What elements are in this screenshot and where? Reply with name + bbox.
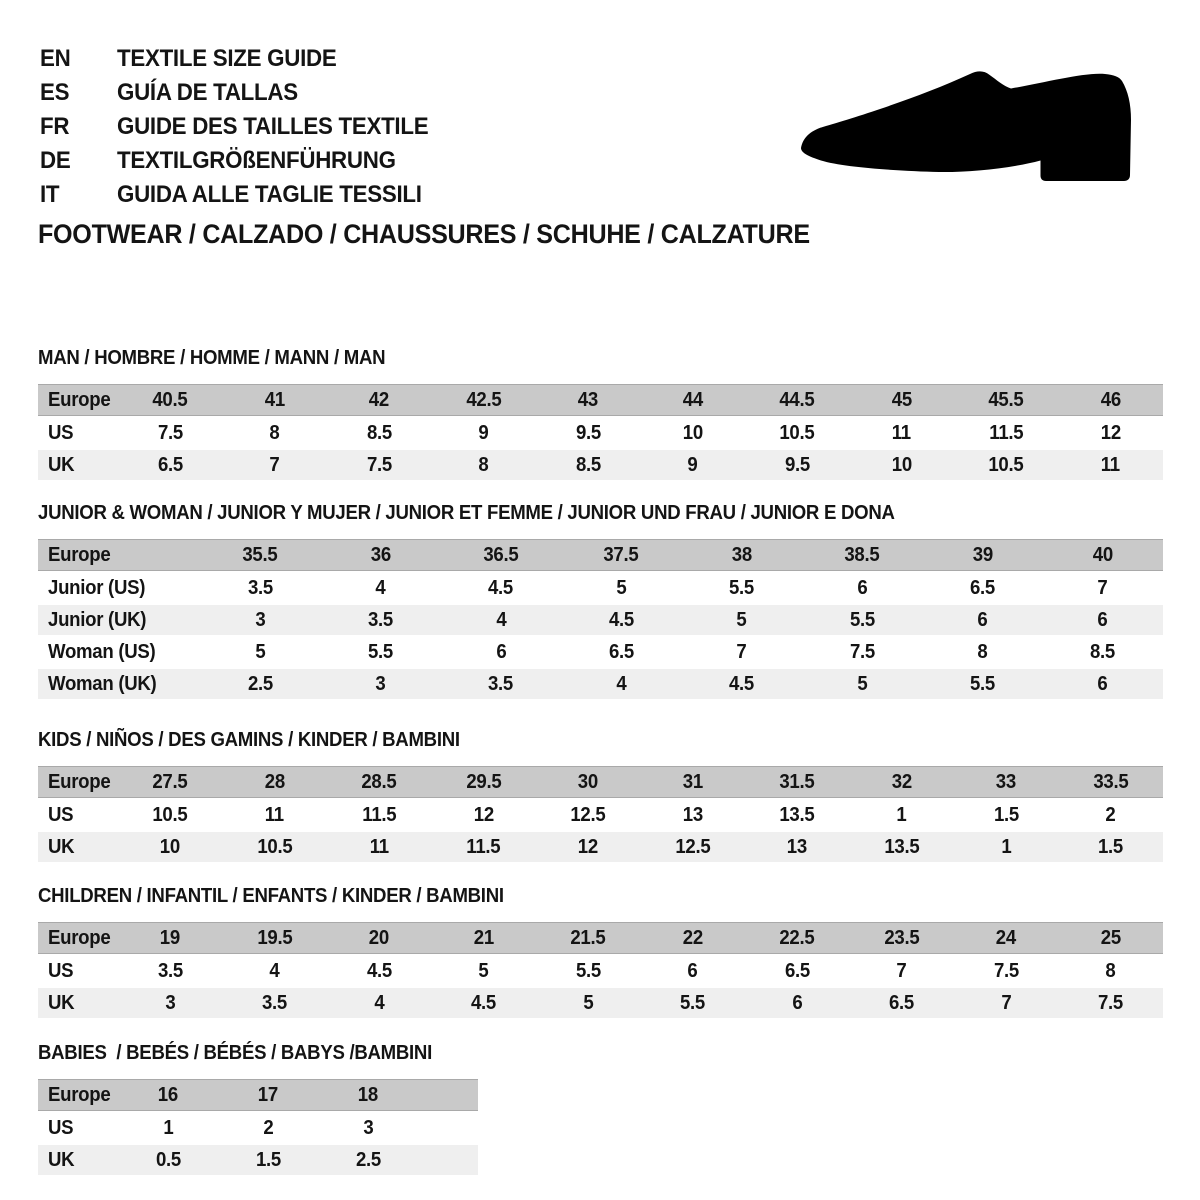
size-cell: 39: [972, 543, 993, 566]
size-cell: 7.5: [849, 640, 875, 663]
size-cell: 5.5: [680, 991, 706, 1014]
row-label: US: [48, 803, 74, 826]
table-row-uk: [38, 450, 1163, 480]
section-junior-woman: [38, 503, 1163, 701]
size-cell: 2: [262, 1116, 274, 1139]
size-cell: 3.5: [262, 991, 288, 1014]
size-cell: 10.5: [257, 835, 293, 858]
row-values: [200, 573, 1163, 603]
row-values: [118, 1145, 418, 1175]
row-label: UK: [48, 835, 75, 858]
size-cell: 7: [1001, 991, 1012, 1014]
row-label: Europe: [48, 1083, 111, 1106]
size-cell: 41: [264, 388, 285, 411]
table-row-us: [38, 800, 1163, 830]
row-values: [200, 637, 1163, 667]
size-cell: 4: [616, 672, 627, 695]
size-cell: 1.5: [993, 803, 1019, 826]
language-title: GUIDA ALLE TAGLIE TESSILI: [117, 181, 422, 208]
language-title: GUIDE DES TAILLES TEXTILE: [117, 113, 429, 140]
section-heading: JUNIOR & WOMAN / JUNIOR Y MUJER / JUNIOR ET FEMME / JUNIOR UND FRAU / JUNIOR E DONA: [38, 502, 895, 524]
row-values: [118, 988, 1163, 1018]
size-cell: 31: [682, 770, 703, 793]
size-cell: 12.5: [570, 803, 606, 826]
table-row-uk: [38, 1145, 478, 1175]
size-cell: 43: [578, 388, 599, 411]
size-cell: 1.5: [255, 1148, 281, 1171]
size-cell: 12: [473, 803, 494, 826]
row-label: Junior (US): [48, 576, 146, 599]
size-cell: 22: [682, 926, 703, 949]
size-cell: 9.5: [784, 453, 810, 476]
size-cell: 2.5: [247, 672, 273, 695]
size-cell: 6: [792, 991, 803, 1014]
size-cell: 12: [1100, 421, 1121, 444]
size-cell: 5: [478, 959, 489, 982]
size-cell: 42: [369, 388, 390, 411]
language-title: GUÍA DE TALLAS: [117, 79, 298, 106]
row-values: [118, 418, 1163, 448]
row-values: [118, 832, 1163, 862]
row-values: [118, 923, 1163, 953]
size-cell: 4.5: [366, 959, 392, 982]
section-babies: [38, 1043, 478, 1177]
size-cell: 3: [362, 1116, 374, 1139]
size-cell: 28: [264, 770, 285, 793]
size-cell: 6: [495, 640, 506, 663]
size-cell: 10: [160, 835, 181, 858]
size-cell: 6: [687, 959, 698, 982]
size-cell: 5: [255, 640, 266, 663]
table-row-europe: [38, 384, 1163, 416]
size-cell: 11.5: [362, 803, 397, 826]
table-row-europe: [38, 539, 1163, 571]
row-values: [200, 669, 1163, 699]
size-cell: 4.5: [608, 608, 634, 631]
row-label: Junior (UK): [48, 608, 147, 631]
size-cell: 1.5: [1098, 835, 1124, 858]
section-heading: KIDS / NIÑOS / DES GAMINS / KINDER / BAMBINI: [38, 729, 460, 751]
size-cell: 3: [165, 991, 176, 1014]
size-cell: 20: [369, 926, 390, 949]
language-row: [40, 42, 452, 76]
size-cell: 13.5: [884, 835, 920, 858]
size-cell: 5: [616, 576, 627, 599]
size-cell: 4: [375, 576, 386, 599]
size-cell: 10.5: [779, 421, 815, 444]
language-row: [40, 76, 452, 110]
size-cell: 11: [369, 835, 389, 858]
size-cell: 5.5: [368, 640, 394, 663]
size-cell: 40: [1092, 543, 1113, 566]
size-cell: 4.5: [471, 991, 497, 1014]
size-cell: 7: [896, 959, 907, 982]
language-title: TEXTILE SIZE GUIDE: [117, 45, 337, 72]
size-cell: 5.5: [849, 608, 875, 631]
row-label: Europe: [48, 770, 111, 793]
language-legend: [40, 42, 452, 212]
size-cell: 1: [1001, 835, 1012, 858]
size-cell: 4.5: [729, 672, 755, 695]
row-label: Woman (UK): [48, 672, 157, 695]
size-cell: 3: [255, 608, 266, 631]
language-row: [40, 178, 452, 212]
size-cell: 9.5: [575, 421, 601, 444]
size-cell: 12.5: [675, 835, 711, 858]
size-cell: 29.5: [466, 770, 502, 793]
size-cell: 17: [257, 1083, 279, 1106]
size-table-junior-woman: [38, 539, 1163, 699]
row-values: [118, 1080, 418, 1110]
size-cell: 19: [160, 926, 181, 949]
size-cell: 36: [370, 543, 391, 566]
size-cell: 11: [1101, 453, 1121, 476]
size-table-children: [38, 922, 1163, 1018]
section-heading: BABIES / BEBÉS / BÉBÉS / BABYS /BAMBINI: [38, 1042, 432, 1064]
table-row-uk: [38, 988, 1163, 1018]
size-cell: 5: [736, 608, 747, 631]
table-row-junior-uk: [38, 605, 1163, 635]
size-cell: 7.5: [993, 959, 1019, 982]
size-cell: 30: [578, 770, 599, 793]
size-cell: 5.5: [969, 672, 995, 695]
size-cell: 8.5: [366, 421, 392, 444]
row-label: Europe: [48, 388, 111, 411]
size-cell: 6: [857, 576, 868, 599]
size-cell: 3.5: [368, 608, 394, 631]
language-code: ES: [40, 79, 70, 106]
row-values: [200, 540, 1163, 570]
row-values: [118, 385, 1163, 415]
row-values: [118, 1113, 418, 1143]
size-cell: 38: [731, 543, 752, 566]
size-cell: 21.5: [570, 926, 606, 949]
size-cell: 7.5: [366, 453, 392, 476]
size-cell: 11.5: [989, 421, 1024, 444]
size-cell: 6: [1097, 672, 1108, 695]
section-kids: [38, 730, 1163, 864]
size-cell: 40.5: [152, 388, 188, 411]
table-row-us: [38, 1113, 478, 1143]
section-children: [38, 886, 1163, 1020]
size-cell: 8: [478, 453, 489, 476]
size-cell: 27.5: [152, 770, 188, 793]
table-row-woman-uk: [38, 669, 1163, 699]
size-cell: 5.5: [729, 576, 755, 599]
row-label: UK: [48, 1148, 75, 1171]
size-cell: 1: [162, 1116, 174, 1139]
shoe-icon: [798, 60, 1140, 188]
size-cell: 2: [1105, 803, 1116, 826]
row-label: UK: [48, 991, 75, 1014]
size-cell: 2.5: [355, 1148, 381, 1171]
table-row-woman-us: [38, 637, 1163, 667]
size-cell: 3.5: [157, 959, 183, 982]
size-cell: 19.5: [257, 926, 293, 949]
table-row-us: [38, 956, 1163, 986]
language-code: FR: [40, 113, 70, 140]
row-label: UK: [48, 453, 75, 476]
size-cell: 37.5: [603, 543, 639, 566]
size-table-man: [38, 384, 1163, 480]
category-title: FOOTWEAR / CALZADO / CHAUSSURES / SCHUHE / CALZATURE: [38, 219, 810, 249]
table-row-europe: [38, 766, 1163, 798]
size-cell: 5: [583, 991, 594, 1014]
size-cell: 3: [375, 672, 386, 695]
row-values: [118, 450, 1163, 480]
size-cell: 0.5: [155, 1148, 181, 1171]
size-cell: 7.5: [157, 421, 183, 444]
size-cell: 24: [996, 926, 1017, 949]
size-cell: 11.5: [466, 835, 501, 858]
size-cell: 4.5: [488, 576, 514, 599]
size-cell: 10.5: [988, 453, 1024, 476]
size-cell: 44: [682, 388, 703, 411]
size-cell: 8.5: [1090, 640, 1116, 663]
table-row-us: [38, 418, 1163, 448]
row-label: Woman (US): [48, 640, 156, 663]
size-table-kids: [38, 766, 1163, 862]
size-cell: 9: [478, 421, 489, 444]
size-cell: 6: [1097, 608, 1108, 631]
size-cell: 11: [892, 421, 912, 444]
row-values: [200, 605, 1163, 635]
size-cell: 4: [495, 608, 506, 631]
size-cell: 18: [357, 1083, 379, 1106]
size-cell: 6.5: [157, 453, 183, 476]
size-cell: 36.5: [483, 543, 519, 566]
size-cell: 7: [269, 453, 280, 476]
size-cell: 6.5: [784, 959, 810, 982]
size-cell: 38.5: [844, 543, 880, 566]
table-row-junior-us: [38, 573, 1163, 603]
size-cell: 8: [1105, 959, 1116, 982]
size-cell: 9: [687, 453, 698, 476]
language-row: [40, 110, 452, 144]
row-values: [118, 767, 1163, 797]
size-cell: 10: [682, 421, 703, 444]
table-row-europe: [38, 922, 1163, 954]
size-cell: 13: [682, 803, 703, 826]
table-row-uk: [38, 832, 1163, 862]
language-title: TEXTILGRÖßENFÜHRUNG: [117, 147, 396, 174]
size-cell: 21: [473, 926, 494, 949]
language-code: IT: [40, 181, 60, 208]
language-row: [40, 144, 452, 178]
size-cell: 42.5: [466, 388, 502, 411]
size-cell: 5.5: [575, 959, 601, 982]
size-cell: 13: [787, 835, 808, 858]
size-cell: 1: [896, 803, 907, 826]
size-cell: 25: [1100, 926, 1121, 949]
size-cell: 13.5: [779, 803, 815, 826]
size-cell: 12: [578, 835, 599, 858]
size-cell: 22.5: [779, 926, 815, 949]
size-cell: 8: [977, 640, 988, 663]
size-cell: 31.5: [779, 770, 815, 793]
size-cell: 10.5: [152, 803, 188, 826]
size-cell: 8.5: [575, 453, 601, 476]
row-label: US: [48, 1116, 74, 1139]
table-row-europe: [38, 1079, 478, 1111]
row-label: US: [48, 421, 74, 444]
size-cell: 35.5: [242, 543, 278, 566]
size-cell: 6.5: [608, 640, 634, 663]
size-cell: 5: [857, 672, 868, 695]
size-cell: 33: [996, 770, 1017, 793]
size-cell: 16: [157, 1083, 179, 1106]
row-label: US: [48, 959, 74, 982]
language-code: DE: [40, 147, 71, 174]
size-cell: 7: [1097, 576, 1108, 599]
size-cell: 4: [374, 991, 385, 1014]
row-values: [118, 800, 1163, 830]
size-cell: 46: [1100, 388, 1121, 411]
size-cell: 6.5: [889, 991, 915, 1014]
size-table-babies: [38, 1079, 478, 1175]
section-heading: CHILDREN / INFANTIL / ENFANTS / KINDER / BAMBINI: [38, 885, 504, 907]
size-cell: 28.5: [361, 770, 397, 793]
size-cell: 44.5: [779, 388, 815, 411]
size-cell: 23.5: [884, 926, 920, 949]
size-cell: 10: [891, 453, 912, 476]
size-cell: 6.5: [969, 576, 995, 599]
size-cell: 11: [265, 803, 285, 826]
size-cell: 7.5: [1098, 991, 1124, 1014]
size-cell: 45.5: [988, 388, 1024, 411]
size-cell: 3.5: [488, 672, 514, 695]
size-cell: 33.5: [1093, 770, 1129, 793]
language-code: EN: [40, 45, 71, 72]
size-cell: 6: [977, 608, 988, 631]
size-cell: 8: [269, 421, 280, 444]
size-cell: 32: [891, 770, 912, 793]
size-cell: 45: [891, 388, 912, 411]
section-heading: MAN / HOMBRE / HOMME / MANN / MAN: [38, 347, 386, 369]
size-cell: 3.5: [247, 576, 273, 599]
row-label: Europe: [48, 926, 111, 949]
row-label: Europe: [48, 543, 111, 566]
row-values: [118, 956, 1163, 986]
size-cell: 7: [736, 640, 747, 663]
section-man: [38, 348, 1163, 482]
size-cell: 4: [269, 959, 280, 982]
